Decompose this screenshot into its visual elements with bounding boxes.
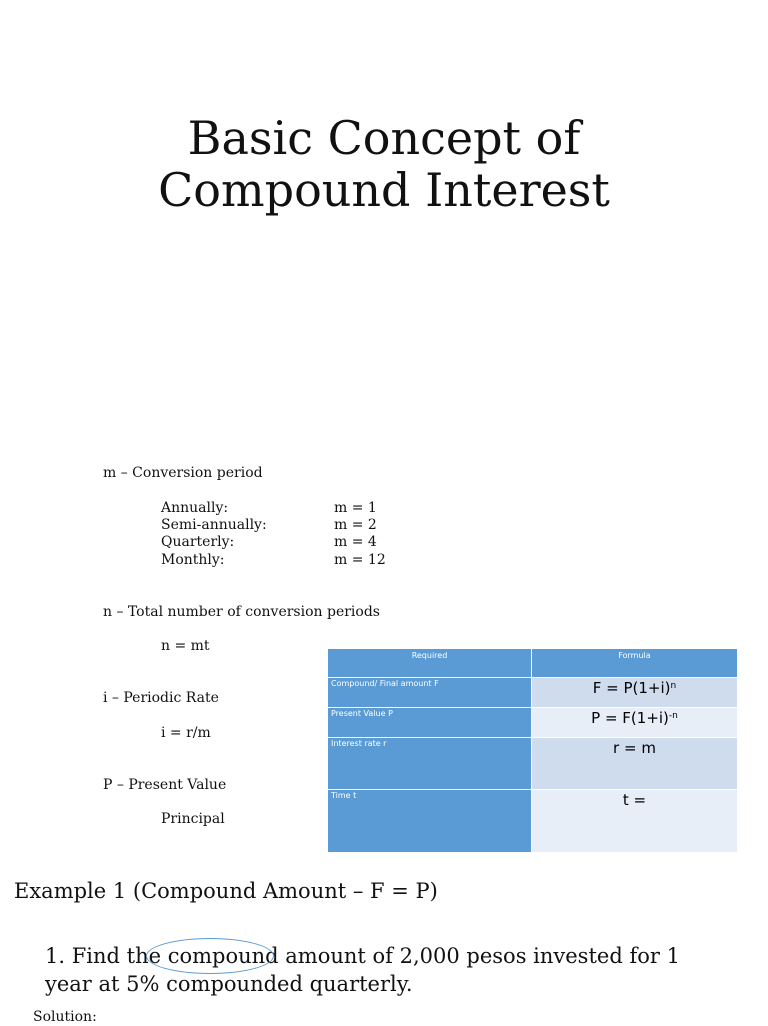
conversion-label: Monthly: bbox=[161, 552, 225, 568]
formula-text: F = P(1+i) bbox=[592, 679, 671, 697]
p-definition: P – Present Value bbox=[103, 777, 227, 793]
conversion-value: m = 1 bbox=[334, 500, 377, 516]
table-row-formula bbox=[532, 738, 737, 789]
conversion-row-quarterly bbox=[161, 534, 377, 551]
problem-line-1: 1. Find the compound amount of 2,000 pesos invested for 1 bbox=[45, 944, 680, 968]
p-principal: Principal bbox=[161, 811, 225, 827]
example-problem bbox=[45, 942, 680, 998]
table-row-label: Time t bbox=[328, 790, 531, 852]
problem-line-2: year at 5% compounded quarterly. bbox=[45, 972, 413, 996]
formula-text: r = m bbox=[613, 739, 656, 757]
conversion-value: m = 2 bbox=[334, 517, 377, 533]
conversion-row-monthly bbox=[161, 552, 386, 569]
conversion-row-semi-annually bbox=[161, 517, 377, 534]
formula-table bbox=[328, 649, 737, 852]
table-row-label: Compound/ Final amount F bbox=[328, 678, 531, 707]
conversion-label: Annually: bbox=[161, 500, 229, 516]
i-definition: i – Periodic Rate bbox=[103, 690, 219, 706]
table-row-formula bbox=[532, 678, 737, 707]
example-heading: Example 1 (Compound Amount – F = P) bbox=[14, 879, 438, 903]
table-header-formula: Formula bbox=[532, 649, 737, 677]
conversion-value: m = 12 bbox=[334, 552, 386, 568]
solution-label: Solution: bbox=[33, 1009, 97, 1025]
table-row-formula bbox=[532, 708, 737, 737]
n-definition: n – Total number of conversion periods bbox=[103, 604, 380, 620]
formula-text: P = F(1+i) bbox=[591, 709, 669, 727]
conversion-row-annually bbox=[161, 500, 377, 517]
n-formula: n = mt bbox=[161, 638, 210, 654]
formula-exponent: -n bbox=[668, 711, 678, 721]
table-row-label: Present Value P bbox=[328, 708, 531, 737]
title-line-2: Compound Interest bbox=[158, 163, 610, 217]
page-title bbox=[0, 112, 768, 216]
highlight-oval bbox=[146, 938, 274, 974]
i-formula: i = r/m bbox=[161, 725, 211, 741]
m-definition: m – Conversion period bbox=[103, 465, 263, 481]
title-line-1: Basic Concept of bbox=[187, 111, 581, 165]
table-row-formula bbox=[532, 790, 737, 852]
conversion-label: Semi-annually: bbox=[161, 517, 267, 533]
table-header-required: Required bbox=[328, 649, 531, 677]
conversion-label: Quarterly: bbox=[161, 534, 235, 550]
formula-exponent: n bbox=[670, 681, 677, 691]
formula-text: t = bbox=[622, 791, 647, 809]
conversion-value: m = 4 bbox=[334, 534, 377, 550]
table-row-label: Interest rate r bbox=[328, 738, 531, 789]
